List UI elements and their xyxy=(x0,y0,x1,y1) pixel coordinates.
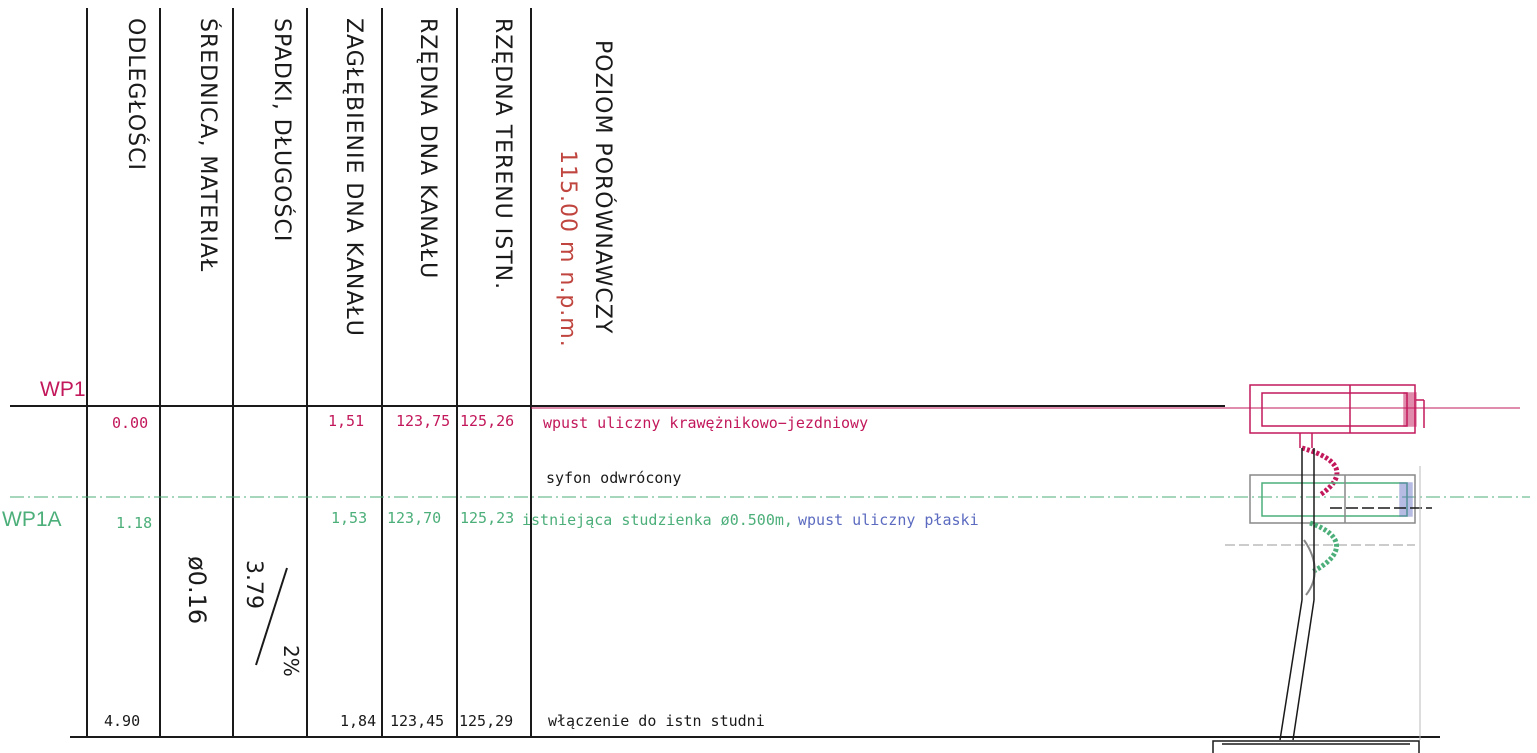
wp1-invert-level: 123,75 xyxy=(396,412,451,430)
header-srednica-material: ŚREDNICA, MATERIAŁ xyxy=(195,18,220,273)
header-zaglebienie: ZAGŁĘBIENIE DNA KANAŁU xyxy=(341,18,366,337)
wp1-description: wpust uliczny krawężnikowo−jezdniowy xyxy=(543,414,869,432)
wp1a-well-drawing xyxy=(1250,466,1432,740)
wp1a-description-b: wpust uliczny płaski xyxy=(798,511,979,529)
end-distance: 4.90 xyxy=(104,712,141,730)
header-spadki-dlugosci: SPADKI, DŁUGOŚCI xyxy=(269,18,294,243)
end-description: włączenie do istn studni xyxy=(548,712,765,730)
end-invert-level: 123,45 xyxy=(390,712,445,730)
existing-manhole-drawing xyxy=(1213,741,1419,753)
header-odleglosci: ODLEGŁOŚCI xyxy=(123,18,148,171)
wp1a-distance: 1.18 xyxy=(116,514,153,532)
wp1a-invert-level: 123,70 xyxy=(387,509,442,527)
syphon-drawing xyxy=(1304,523,1337,595)
syphon-note: syfon odwrócony xyxy=(546,469,682,487)
pipe-length: 3.79 xyxy=(241,560,266,609)
wp1-depth: 1,51 xyxy=(328,412,365,430)
wp1-ground-level: 125,26 xyxy=(460,412,515,430)
pipe-slope: 2% xyxy=(279,645,303,677)
connection-pipe-drawing xyxy=(1280,448,1314,740)
header-poziom-porownawczy: POZIOM PORÓWNAWCZY xyxy=(590,40,615,335)
pipe-diameter: ø0.16 xyxy=(183,556,211,625)
wp1a-depth: 1,53 xyxy=(331,509,368,527)
wp1a-ground-level: 125,23 xyxy=(460,509,515,527)
header-rzedna-terenu: RZĘDNA TERENU ISTN. xyxy=(490,18,515,291)
wp1-distance: 0.00 xyxy=(112,414,149,432)
point-label-wp1a: WP1A xyxy=(2,508,62,531)
end-depth: 1,84 xyxy=(340,712,377,730)
wp1-inlet-drawing xyxy=(1250,385,1424,495)
end-ground-level: 125,29 xyxy=(459,712,514,730)
header-rzedna-dna: RZĘDNA DNA KANAŁU xyxy=(415,18,440,280)
datum-level-value: 115.00 m n.p.m. xyxy=(555,150,580,348)
point-label-wp1: WP1 xyxy=(40,378,86,401)
wp1a-description-a: istniejąca studzienka ø0.500m, xyxy=(522,511,793,529)
